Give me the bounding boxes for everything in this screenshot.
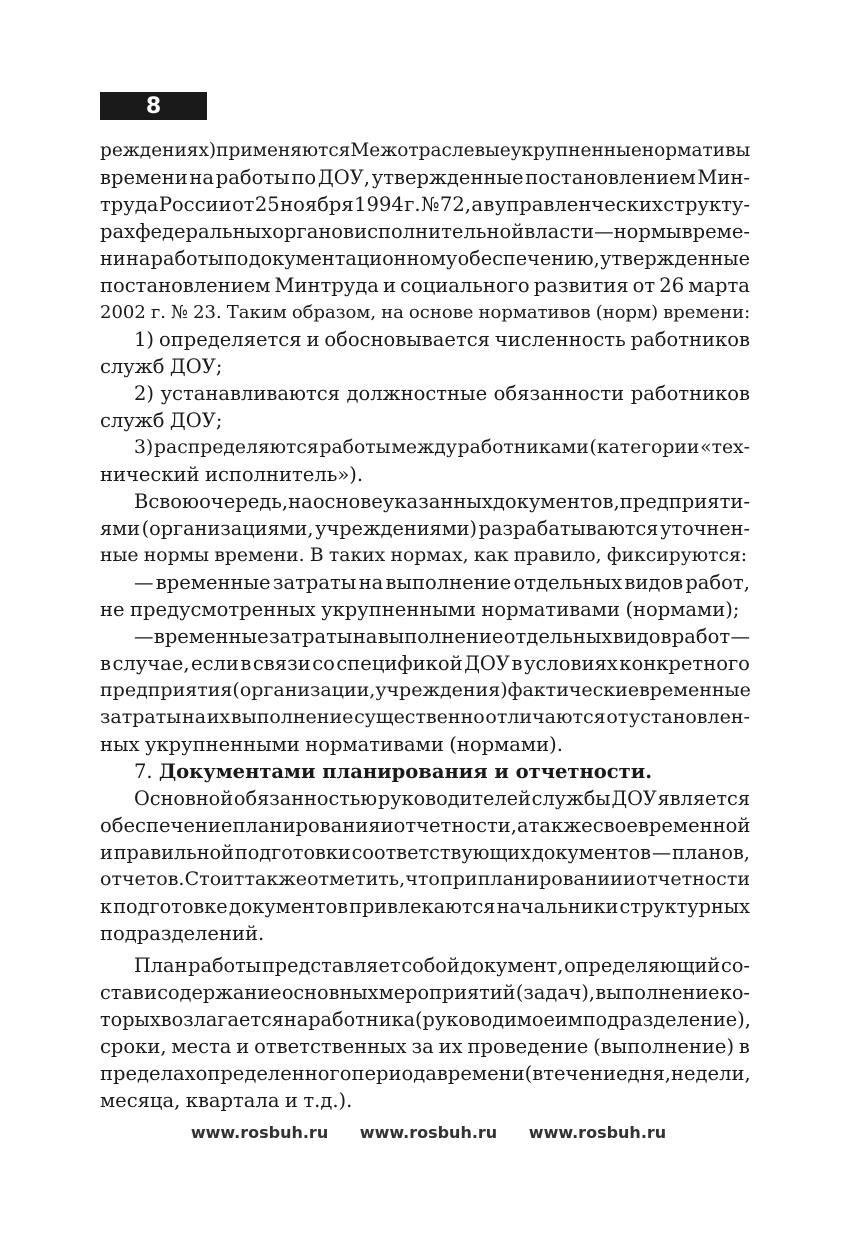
text-line: ями (организациями, учреждениями) разрабатываются уточнен- xyxy=(100,517,750,540)
text-line: 3) распределяются работы между работниками (категории «тех- xyxy=(134,437,750,458)
text-line: ных укрупненными нормативами (нормами). xyxy=(100,733,563,756)
text-line: подразделений. xyxy=(100,922,265,945)
text-line: пределах определенного периода времени (в течение дня, недели, xyxy=(100,1062,751,1085)
text-line: не предусмотренных укрупненными нормативами (нормами); xyxy=(100,598,740,621)
text-line: реждениях) применяются Межотраслевые укрупненные нормативы xyxy=(100,140,751,161)
text-line: торых возлагается на работника (руководимое им подразделение), xyxy=(100,1008,751,1031)
text-line: в случае, если в связи со спецификой ДОУ в условиях конкретного xyxy=(100,652,750,675)
text-line: ные нормы времени. В таких нормах, как правило, фиксируются: xyxy=(100,545,748,566)
text-line: труда России от 25 ноября 1994 г. № 72, а в управленческих структу- xyxy=(100,193,750,216)
text-line: к подготовке документов привлекаются начальники структурных xyxy=(100,895,750,918)
text-line: В свою очередь, на основе указанных документов, предприяти- xyxy=(134,490,750,513)
text-line: и правильной подготовки соответствующих документов — планов, xyxy=(100,841,750,864)
footer-link[interactable]: www.rosbuh.ru xyxy=(528,1123,667,1142)
text-line: План работы представляет собой документ, определяющий со- xyxy=(134,954,750,977)
text-line: ни на работы по документационному обеспечению, утвержденные xyxy=(100,247,750,270)
text-line: обеспечение планирования и отчетности, а также своевременной xyxy=(100,814,751,837)
text-line: отчетов. Стоит также отметить, что при планировании и отчетности xyxy=(100,868,750,890)
text-line: сроки, места и ответственных за их проведение (выполнение) в xyxy=(100,1035,750,1058)
text-line: затраты на их выполнение существенно отличаются от установлен- xyxy=(100,706,750,728)
text-line: нический исполнитель»). xyxy=(100,463,364,486)
footer-link[interactable]: www.rosbuh.ru xyxy=(359,1123,498,1142)
text-line: — временные затраты на выполнение отдельных видов работ, xyxy=(134,571,750,594)
text-line: постановлением Минтруда и социального развития от 26 марта xyxy=(100,274,750,297)
section-title: Документами планирования и отчетности. xyxy=(158,760,652,783)
section-number: 7. xyxy=(134,760,153,783)
text-line: 2002 г. № 23. Таким образом, на основе нормативов (норм) времени: xyxy=(100,302,751,323)
text-line: став и содержание основных мероприятий (задач), выполнение ко- xyxy=(100,981,750,1004)
text-line: рах федеральных органов исполнительной власти — нормы време- xyxy=(100,220,750,243)
text-line: месяца, квартала и т.д.). xyxy=(100,1089,353,1112)
text-line: 1) определяется и обосновывается численность работников xyxy=(134,328,750,351)
footer-link[interactable]: www.rosbuh.ru xyxy=(190,1123,329,1142)
text-line: 2) устанавливаются должностные обязанности работников xyxy=(134,382,750,405)
text-line: — временные затраты на выполнение отдельных видов работ — xyxy=(134,625,750,648)
text-line: предприятия (организации, учреждения) фактические временные xyxy=(100,679,751,701)
footer xyxy=(0,1123,857,1142)
page-number: 8 xyxy=(100,92,207,120)
text-line: служб ДОУ; xyxy=(100,409,223,432)
paragraph-block-3 xyxy=(100,952,750,1114)
paragraph-block-1 xyxy=(100,137,750,758)
paragraph-block-2 xyxy=(100,785,750,947)
text-line: служб ДОУ; xyxy=(100,355,223,378)
section-heading xyxy=(100,758,750,785)
body-text xyxy=(100,137,750,1114)
text-line: времени на работы по ДОУ, утвержденные постановлением Мин- xyxy=(100,166,750,189)
text-line: Основной обязанностью руководителей службы ДОУ является xyxy=(134,787,750,810)
